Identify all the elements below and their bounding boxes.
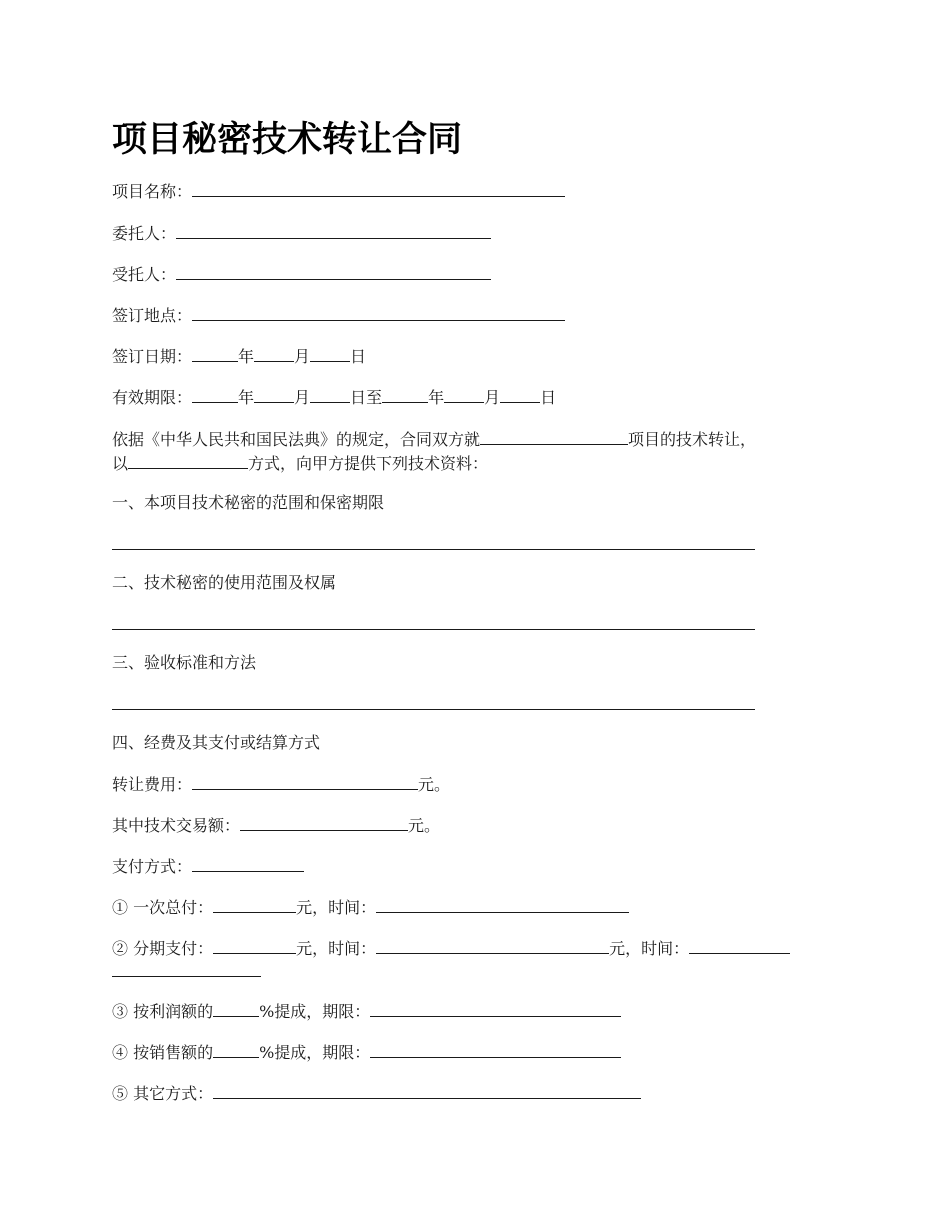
intro-line-1 [112, 426, 756, 453]
trustee-label: 受托人： [112, 265, 177, 284]
other-method-row [112, 1080, 641, 1107]
month-label: 月 [294, 347, 311, 366]
section-3-heading: 三、验收标准和方法 [112, 653, 257, 672]
lump-sum-time-blank[interactable] [376, 894, 629, 913]
installment-continuation-blank[interactable] [112, 976, 261, 977]
profit-deadline-blank[interactable] [370, 998, 621, 1017]
sales-deadline-blank[interactable] [370, 1039, 621, 1058]
project-name-blank[interactable] [192, 178, 565, 197]
section-1-blank-line[interactable] [112, 549, 755, 550]
payment-method-blank[interactable] [192, 853, 304, 872]
section-1-heading: 一、本项目技术秘密的范围和保密期限 [112, 493, 385, 512]
end-month-blank[interactable] [444, 384, 484, 403]
day-label: 日 [350, 347, 367, 366]
intro-text-2: 项目的技术转让， [628, 430, 757, 449]
lump-sum-row [112, 894, 629, 921]
trustee-blank[interactable] [176, 261, 491, 280]
section-3-blank-line[interactable] [112, 709, 755, 710]
intro-text-1: 依据《中华人民共和国民法典》的规定，合同双方就 [112, 430, 481, 449]
profit-percent-blank[interactable] [213, 998, 259, 1017]
sales-share-label: ④ 按销售额的 [112, 1043, 214, 1062]
other-method-blank[interactable] [213, 1080, 641, 1099]
payment-method-row [112, 853, 304, 880]
installment-unit-2: 元，时间： [609, 939, 690, 958]
project-name-label: 项目名称： [112, 182, 193, 201]
transfer-fee-label: 转让费用： [112, 775, 193, 794]
installment-label: ② 分期支付： [112, 939, 214, 958]
day-label: 日 [540, 388, 557, 407]
start-year-blank[interactable] [192, 384, 238, 403]
installment-amount-1-blank[interactable] [213, 935, 296, 954]
sign-place-blank[interactable] [192, 302, 565, 321]
valid-period-label: 有效期限： [112, 388, 193, 407]
sign-year-blank[interactable] [192, 343, 238, 362]
installment-unit-1: 元，时间： [296, 939, 377, 958]
end-year-blank[interactable] [382, 384, 428, 403]
other-method-label: ⑤ 其它方式： [112, 1084, 214, 1103]
profit-share-row [112, 998, 621, 1025]
trustee-row [112, 261, 491, 288]
payment-method-label: 支付方式： [112, 857, 193, 876]
tech-amount-label: 其中技术交易额： [112, 816, 241, 835]
month-label: 月 [484, 388, 501, 407]
section-2-heading: 二、技术秘密的使用范围及权属 [112, 573, 337, 592]
lump-sum-unit: 元，时间： [296, 898, 377, 917]
page-title: 项目秘密技术转让合同 [112, 119, 463, 160]
transfer-fee-blank[interactable] [192, 771, 418, 790]
month-label: 月 [294, 388, 311, 407]
intro-text-3: 以 [112, 454, 129, 473]
sales-percent-blank[interactable] [213, 1039, 259, 1058]
year-label: 年 [238, 347, 255, 366]
section-2-blank-line[interactable] [112, 629, 755, 630]
day-label: 日 [350, 388, 367, 407]
transfer-fee-unit: 元。 [418, 775, 451, 794]
sign-month-blank[interactable] [254, 343, 294, 362]
year-label: 年 [238, 388, 255, 407]
client-label: 委托人： [112, 224, 177, 243]
end-day-blank[interactable] [500, 384, 540, 403]
sign-date-label: 签订日期： [112, 347, 193, 366]
installment-time-2-blank[interactable] [689, 935, 790, 954]
section-4-heading: 四、经费及其支付或结算方式 [112, 733, 321, 752]
sign-day-blank[interactable] [310, 343, 350, 362]
installment-row [112, 935, 790, 962]
valid-period-row [112, 384, 556, 411]
sign-place-label: 签订地点： [112, 306, 193, 325]
sign-place-row [112, 302, 565, 329]
start-month-blank[interactable] [254, 384, 294, 403]
intro-method-blank[interactable] [128, 450, 248, 469]
client-blank[interactable] [176, 220, 491, 239]
lump-sum-amount-blank[interactable] [213, 894, 296, 913]
year-label: 年 [428, 388, 445, 407]
sign-date-row [112, 343, 366, 370]
installment-time-1-blank[interactable] [376, 935, 609, 954]
sales-share-suffix: %提成，期限： [259, 1043, 371, 1062]
client-row [112, 220, 491, 247]
to-label: 至 [366, 388, 383, 407]
tech-amount-blank[interactable] [240, 812, 408, 831]
start-day-blank[interactable] [310, 384, 350, 403]
project-name-row [112, 178, 565, 205]
tech-amount-unit: 元。 [408, 816, 441, 835]
intro-text-4: 方式，向甲方提供下列技术资料： [248, 454, 489, 473]
intro-project-blank[interactable] [480, 426, 628, 445]
tech-amount-row [112, 812, 440, 839]
transfer-fee-row [112, 771, 450, 798]
sales-share-row [112, 1039, 621, 1066]
profit-share-label: ③ 按利润额的 [112, 1002, 214, 1021]
profit-share-suffix: %提成，期限： [259, 1002, 371, 1021]
intro-line-2 [112, 450, 488, 477]
lump-sum-label: ① 一次总付： [112, 898, 214, 917]
